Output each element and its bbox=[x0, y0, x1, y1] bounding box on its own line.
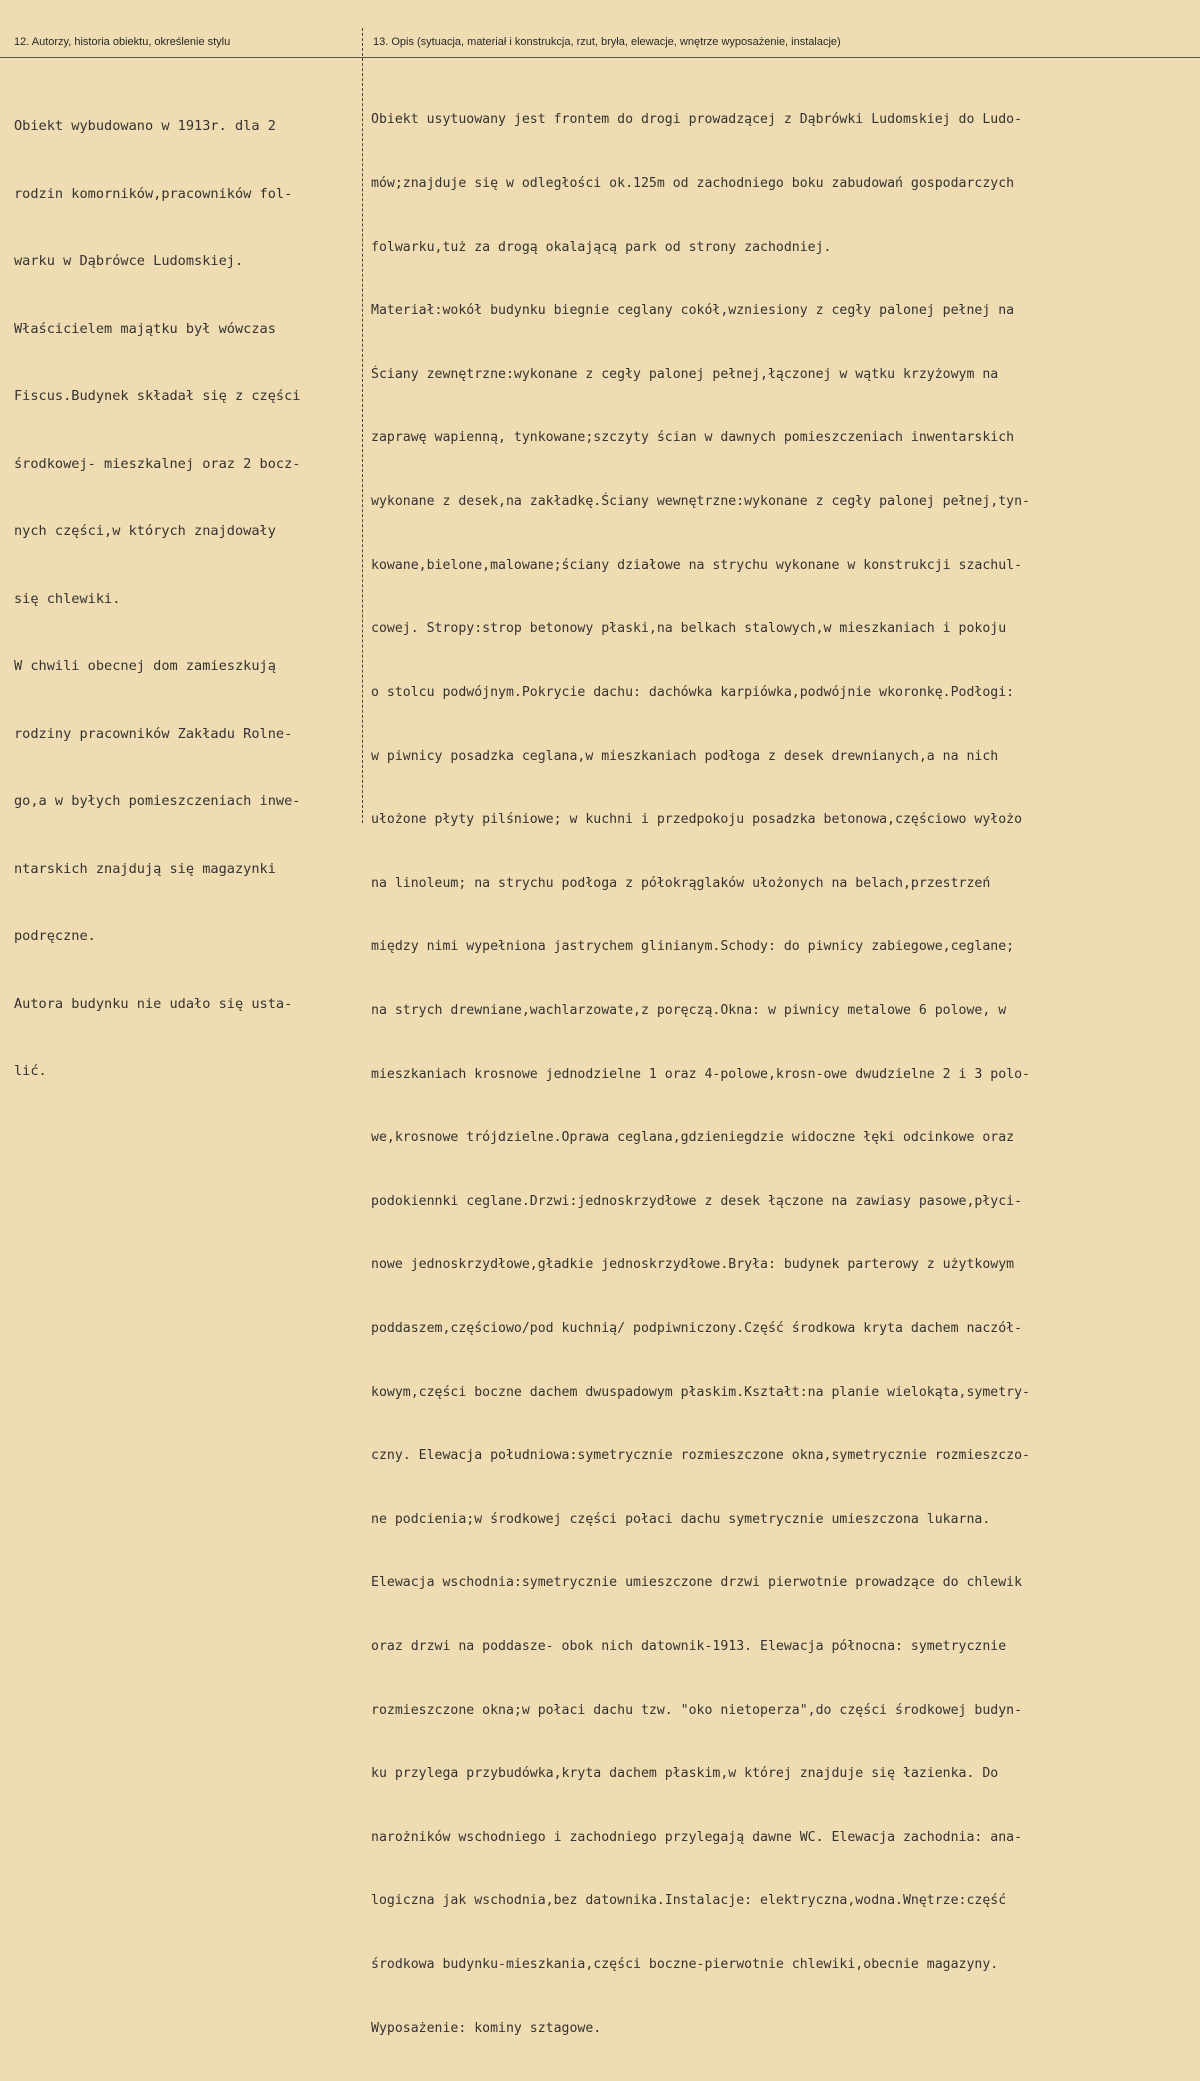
text-line: kowym,części boczne dachem dwuspadowym płaskim.Kształt:na planie wielokąta,symetry- bbox=[371, 1384, 1030, 1400]
text-line: Właścicielem majątku był wówczas bbox=[14, 320, 276, 337]
text-line: logiczna jak wschodnia,bez datownika.Instalacje: elektryczna,wodna.Wnętrze:część bbox=[371, 1893, 1007, 1909]
text-line: Materiał:wokół budynku biegnie ceglany cokół,wzniesiony z cegły palonej pełnej na bbox=[371, 303, 1015, 319]
section-12-header: 12. Autorzy, historia obiektu, określenie stylu bbox=[14, 36, 231, 48]
section-12-text bbox=[14, 70, 300, 1128]
text-line: Elewacja wschodnia:symetrycznie umieszczone drzwi pierwotnie prowadzące do chlewik bbox=[371, 1575, 1023, 1591]
text-line: wykonane z desek,na zakładkę.Ściany wewnętrzne:wykonane z cegły palonej pełnej,tyn- bbox=[371, 494, 1030, 510]
text-line: warku w Dąbrówce Ludomskiej. bbox=[14, 253, 244, 269]
text-line: W chwili obecnej dom zamieszkują bbox=[14, 658, 276, 674]
text-line: między nimi wypełniona jastrychem glinianym.Schody: do piwnicy zabiegowe,ceglane; bbox=[371, 939, 1015, 955]
text-line: Ściany zewnętrzne:wykonane z cegły palonej pełnej,łączonej w wątku krzyżowym na bbox=[371, 366, 999, 382]
text-line: lić. bbox=[14, 1063, 47, 1079]
text-line: ku przylega przybudówka,kryta dachem płaskim,w której znajduje się łazienka. Do bbox=[371, 1766, 999, 1782]
section-13-header: 13. Opis (sytuacja, materiał i konstrukcja, rzut, bryła, elewacje, wnętrze wyposażenie, instalacje) bbox=[373, 36, 841, 48]
text-line: o stolcu podwójnym.Pokrycie dachu: dachówka karpiówka,podwójnie wkoronkę.Podłogi: bbox=[371, 684, 1015, 700]
text-line: cowej. Stropy:strop betonowy płaski,na belkach stalowych,w mieszkaniach i pokoju bbox=[371, 621, 1007, 637]
text-line: rozmieszczone okna;w połaci dachu tzw. "oko nietoperza",do części środkowej budyn- bbox=[371, 1702, 1023, 1718]
text-line: go,a w byłych pomieszczeniach inwe- bbox=[14, 793, 301, 809]
text-line: zaprawę wapienną, tynkowane;szczyty ścian w dawnych pomieszczeniach inwentarskich bbox=[371, 430, 1015, 446]
text-line: na strych drewniane,wachlarzowate,z poręczą.Okna: w piwnicy metalowe 6 polowe, w bbox=[371, 1002, 1007, 1018]
text-line: poddaszem,częściowo/pod kuchnią/ podpiwniczony.Część środkowa kryta dachem naczół- bbox=[371, 1320, 1023, 1336]
text-line: rodziny pracowników Zakładu Rolne- bbox=[14, 725, 293, 742]
text-line: ne podcienia;w środkowej części połaci dachu symetrycznie umieszczona lukarna. bbox=[371, 1511, 991, 1527]
text-line: narożników wschodniego i zachodniego przylegają dawne WC. Elewacja zachodnia: ana- bbox=[371, 1829, 1023, 1845]
text-line: we,krosnowe trójdzielne.Oprawa ceglana,gdzieniegdzie widoczne łęki odcinkowe oraz bbox=[371, 1130, 1015, 1146]
text-line: oraz drzwi na poddasze- obok nich datownik-1913. Elewacja północna: symetrycznie bbox=[371, 1639, 1007, 1655]
text-line: mieszkaniach krosnowe jednodzielne 1 oraz 4-polowe,krosn-owe dwudzielne 2 i 3 polo- bbox=[371, 1066, 1030, 1082]
text-line: Obiekt wybudowano w 1913r. dla 2 bbox=[14, 118, 276, 134]
text-line: w piwnicy posadzka ceglana,w mieszkaniach podłoga z desek drewnianych,a na nich bbox=[371, 748, 999, 764]
text-line: się chlewiki. bbox=[14, 590, 121, 607]
header-divider bbox=[0, 57, 1200, 58]
text-line: podręczne. bbox=[14, 928, 96, 944]
text-line: na linoleum; na strychu podłoga z półokrąglaków ułożonych na belach,przestrzeń bbox=[371, 875, 991, 891]
column-divider bbox=[362, 28, 364, 823]
text-line: Fiscus.Budynek składał się z części bbox=[14, 388, 301, 404]
text-line: ułożone płyty pilśniowe; w kuchni i przedpokoju posadzka betonowa,częściowo wyłożo bbox=[371, 812, 1023, 828]
text-line: rodzin komorników,pracowników fol- bbox=[14, 185, 293, 202]
text-line: Wyposażenie: kominy sztagowe. bbox=[371, 2020, 602, 2036]
text-line: mów;znajduje się w odległości ok.125m od zachodniego boku zabudowań gospodarczych bbox=[371, 176, 1015, 192]
text-line: nych części,w których znajdowały bbox=[14, 523, 276, 539]
text-line: Obiekt usytuowany jest frontem do drogi prowadzącej z Dąbrówki Ludomskiej do Ludo- bbox=[371, 112, 1023, 128]
text-line: folwarku,tuż za drogą okalającą park od strony zachodniej. bbox=[371, 239, 832, 255]
text-line: Autora budynku nie udało się usta- bbox=[14, 995, 293, 1012]
text-line: ntarskich znajdują się magazynki bbox=[14, 860, 276, 877]
text-line: kowane,bielone,malowane;ściany działowe na strychu wykonane w konstrukcji szachul- bbox=[371, 557, 1023, 573]
text-line: czny. Elewacja południowa:symetrycznie rozmieszczone okna,symetrycznie rozmieszczo- bbox=[371, 1448, 1030, 1464]
text-line: środkowej- mieszkalnej oraz 2 bocz- bbox=[14, 455, 301, 472]
text-line: podokiennki ceglane.Drzwi:jednoskrzydłowe z desek łączone na zawiasy pasowe,płyci- bbox=[371, 1193, 1023, 1209]
section-13-text bbox=[371, 67, 1030, 2081]
text-line: środkowa budynku-mieszkania,części boczne-pierwotnie chlewiki,obecnie magazyny. bbox=[371, 1957, 999, 1973]
text-line: nowe jednoskrzydłowe,gładkie jednoskrzydłowe.Bryła: budynek parterowy z użytkowym bbox=[371, 1257, 1015, 1273]
